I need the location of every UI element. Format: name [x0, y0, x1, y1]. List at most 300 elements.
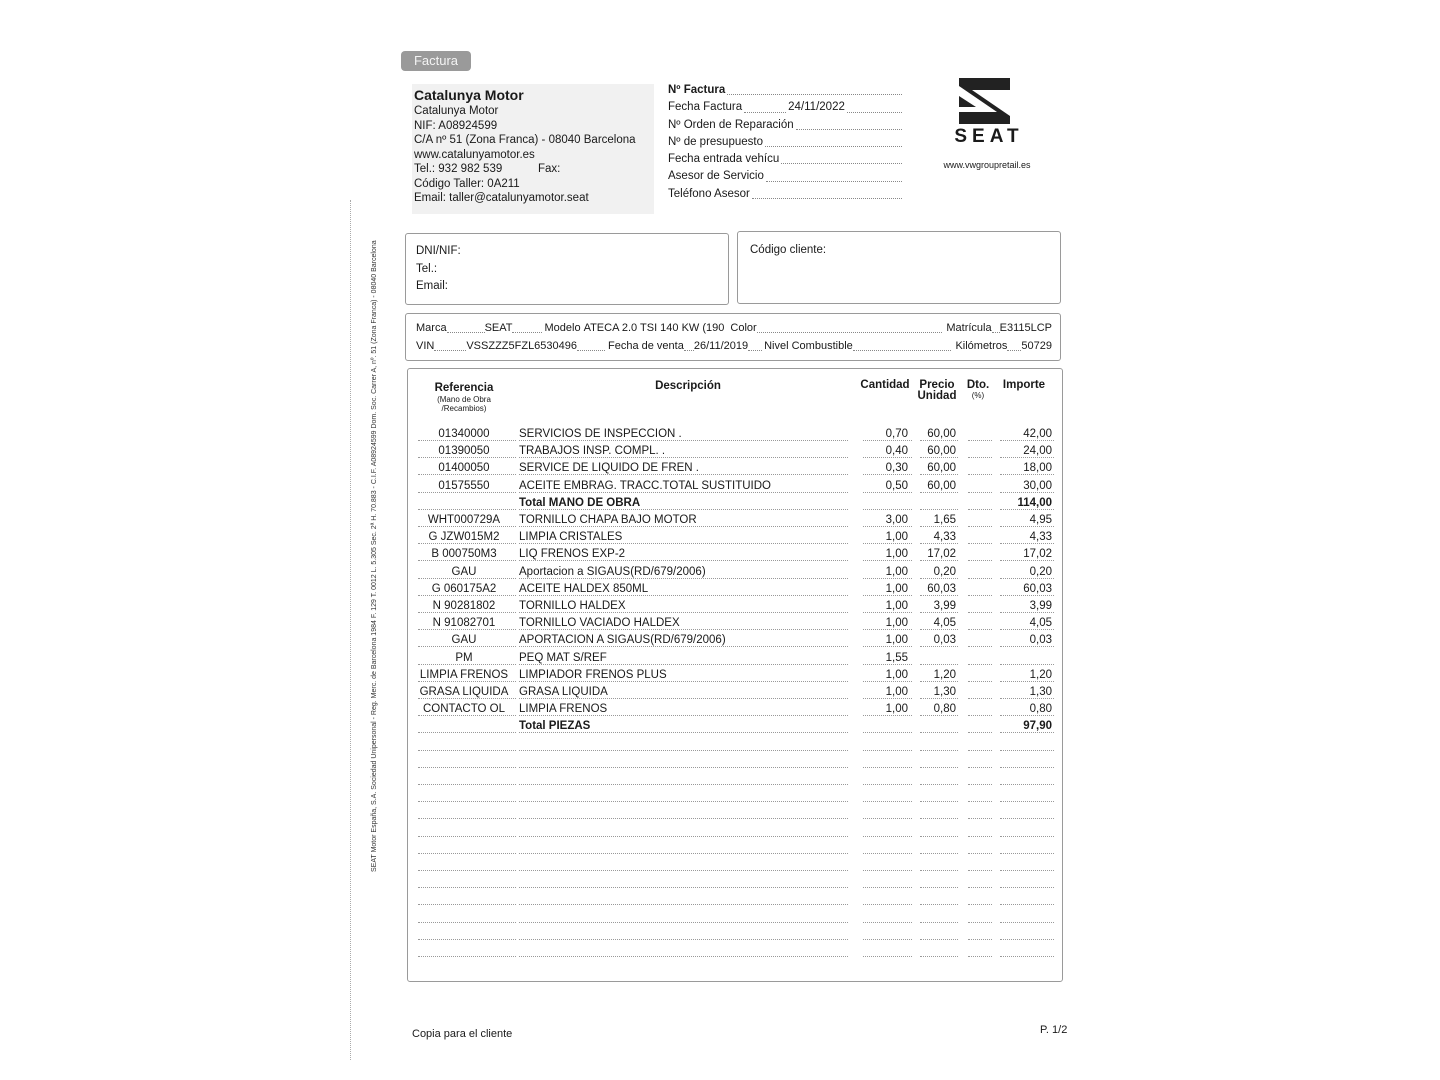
company-website: www.catalunyamotor.es	[414, 148, 535, 161]
rule-line	[968, 732, 992, 733]
cell-quantity: 1,00	[885, 548, 908, 561]
rule-line	[418, 474, 516, 475]
km-label: Kilómetros	[955, 340, 1008, 352]
rule-line	[920, 784, 958, 785]
dni-label: DNI/NIF:	[416, 245, 461, 257]
rule-line	[1000, 836, 1054, 837]
header-reference-label: Referencia	[434, 382, 494, 394]
rule-line	[418, 836, 516, 837]
rule-line	[920, 543, 958, 544]
company-line: Catalunya Motor	[414, 105, 499, 117]
cell-description: TORNILLO HALDEX	[519, 600, 626, 612]
rule-line	[1000, 853, 1054, 854]
cell-reference: GRASA LIQUIDA	[419, 686, 509, 698]
rule-line	[519, 492, 848, 493]
rule-line	[1000, 750, 1054, 751]
cell-description: PEQ MAT S/REF	[519, 651, 607, 664]
company-nif: NIF: A08924599	[414, 119, 498, 132]
vehicle-info-box	[405, 313, 1061, 361]
rule-line	[968, 750, 992, 751]
service-advisor-label: Asesor de Servicio	[668, 170, 764, 183]
rule-line	[519, 767, 848, 768]
cell-description: LIQ FRENOS EXP-2	[519, 548, 626, 561]
header-amount: Importe	[1002, 379, 1046, 391]
cell-amount: 24,00	[1023, 445, 1052, 458]
cell-unit-price: 1,30	[933, 686, 956, 698]
rule-line	[920, 526, 958, 527]
rule-line	[863, 492, 912, 493]
rule-line	[968, 939, 992, 940]
rule-line	[920, 887, 958, 888]
cell-quantity: 1,00	[885, 565, 908, 578]
client-contact-box	[405, 233, 729, 305]
cell-amount: 30,00	[1023, 479, 1052, 492]
cell-quantity: 0,50	[885, 479, 908, 492]
cell-reference: N 90281802	[432, 600, 496, 612]
rule-line	[1000, 801, 1054, 802]
rule-line	[920, 560, 958, 561]
rule-line	[920, 922, 958, 923]
estimate-number-label: Nº de presupuesto	[668, 135, 763, 148]
rule-line	[968, 870, 992, 871]
rule-line	[519, 578, 848, 579]
company-name: Catalunya Motor	[414, 87, 524, 103]
rule-line	[920, 732, 958, 733]
rule-line	[1000, 784, 1054, 785]
cell-description: Aportacion a SIGAUS(RD/679/2006)	[519, 565, 706, 578]
cell-amount: 1,20	[1029, 668, 1052, 681]
cell-reference: 01575550	[438, 479, 490, 492]
document-type-badge: Factura	[401, 51, 471, 71]
rule-line	[418, 870, 516, 871]
rule-line	[863, 818, 912, 819]
client-email-label: Email:	[416, 280, 448, 292]
rule-line	[1000, 904, 1054, 905]
rule-line	[863, 578, 912, 579]
advisor-phone-label: Teléfono Asesor	[668, 187, 750, 200]
rule-line	[1000, 887, 1054, 888]
cell-reference: N 91082701	[432, 617, 496, 630]
header-discount-label: Dto.	[966, 379, 990, 391]
rule-line	[920, 715, 958, 716]
rule-line	[920, 664, 958, 665]
brand-value: SEAT	[484, 322, 513, 334]
cell-description: SERVICIOS DE INSPECCION .	[519, 428, 682, 440]
rule-line	[863, 543, 912, 544]
rule-line	[968, 715, 992, 716]
company-phone-row	[414, 162, 652, 177]
seat-logo	[946, 76, 1032, 159]
rule-line	[968, 681, 992, 682]
rule-line	[519, 956, 848, 957]
rule-line	[863, 664, 912, 665]
rule-line	[968, 698, 992, 699]
rule-line	[1000, 543, 1054, 544]
rule-line	[863, 904, 912, 905]
rule-line	[418, 939, 516, 940]
cell-amount: 1,30	[1029, 686, 1052, 698]
rule-line	[920, 698, 958, 699]
cell-quantity: 1,00	[885, 531, 908, 544]
rule-line	[418, 629, 516, 630]
rule-line	[863, 595, 912, 596]
rule-line	[418, 715, 516, 716]
client-tel-label: Tel.:	[416, 262, 438, 275]
cell-reference: G 060175A2	[431, 582, 497, 595]
rule-line	[1000, 664, 1054, 665]
rule-line	[418, 560, 516, 561]
client-code-label: Código cliente:	[750, 244, 827, 256]
rule-line	[863, 767, 912, 768]
rule-line	[968, 440, 992, 441]
rule-line	[1000, 612, 1054, 613]
rule-line	[1000, 715, 1054, 716]
rule-line	[920, 629, 958, 630]
cell-quantity: 0,30	[885, 462, 908, 475]
rule-line	[968, 595, 992, 596]
cell-description: LIMPIA FRENOS	[519, 703, 608, 716]
rule-line	[920, 767, 958, 768]
client-copy-note: Copia para el cliente	[412, 1028, 513, 1040]
cell-amount: 4,33	[1029, 531, 1052, 544]
rule-line	[920, 681, 958, 682]
rule-line	[519, 784, 848, 785]
rule-line	[968, 956, 992, 957]
header-unit-price: Precio Unidad	[917, 379, 957, 402]
cell-amount: 18,00	[1023, 462, 1052, 475]
rule-line	[968, 492, 992, 493]
sale-date-value: 26/11/2019	[693, 340, 749, 352]
cell-unit-price: 4,05	[933, 617, 956, 630]
rule-line	[1000, 922, 1054, 923]
cell-description: ACEITE EMBRAG. TRACC.TOTAL SUSTITUIDO	[519, 479, 771, 492]
header-reference-sub: (Mano de Obra /Recambios)	[437, 395, 491, 413]
model-value: ATECA 2.0 TSI 140 KW (190	[583, 322, 725, 334]
rule-line	[519, 440, 848, 441]
rule-line	[519, 698, 848, 699]
rule-line	[1000, 578, 1054, 579]
rule-line	[1000, 939, 1054, 940]
cell-quantity: 1,00	[885, 582, 908, 595]
rule-line	[418, 612, 516, 613]
rule-line	[968, 922, 992, 923]
vin-value: VSSZZZ5FZL6530496	[466, 340, 578, 352]
rule-line	[418, 578, 516, 579]
rule-line	[863, 681, 912, 682]
rule-line	[519, 595, 848, 596]
rule-line	[1000, 698, 1054, 699]
cell-description: APORTACION A SIGAUS(RD/679/2006)	[519, 634, 726, 647]
rule-line	[920, 509, 958, 510]
rule-line	[920, 750, 958, 751]
rule-line	[1000, 818, 1054, 819]
rule-line	[519, 732, 848, 733]
company-address: C/A nº 51 (Zona Franca) - 08040 Barcelona	[414, 134, 636, 146]
rule-line	[519, 560, 848, 561]
rule-line	[519, 474, 848, 475]
rule-line	[1000, 870, 1054, 871]
rule-line	[418, 543, 516, 544]
cell-reference: LIMPIA FRENOS	[419, 668, 509, 681]
cell-quantity: 1,00	[885, 600, 908, 612]
cell-quantity: 1,00	[885, 686, 908, 698]
rule-line	[920, 870, 958, 871]
cell-quantity: 1,00	[885, 668, 908, 681]
rule-line	[968, 578, 992, 579]
rule-line	[863, 560, 912, 561]
cell-description: Total PIEZAS	[519, 720, 591, 733]
rule-line	[1000, 440, 1054, 441]
cell-description: TRABAJOS INSP. COMPL. .	[519, 445, 666, 458]
rule-line	[863, 440, 912, 441]
rule-line	[920, 904, 958, 905]
legal-side-text: SEAT Motor España, S.A. Sociedad Unipersonal - Reg. Merc. de Barcelona 1984 F. 129 T. 0012 L. 5.305 Sec. 2ª H. 70.883 - C.I.F. A08924599 Dom. Soc. Carrer A, nº. 51 (Zona Franca) - 08040 Barcelona	[371, 240, 378, 872]
brand-url: www.vwgroupretail.es	[943, 160, 1031, 170]
cell-description: Total MANO DE OBRA	[519, 496, 641, 509]
cell-unit-price: 17,02	[927, 548, 956, 561]
cell-reference: WHT000729A	[427, 514, 501, 526]
rule-line	[968, 784, 992, 785]
cell-unit-price: 60,00	[927, 479, 956, 492]
rule-line	[418, 818, 516, 819]
rule-line	[968, 509, 992, 510]
rule-line	[519, 457, 848, 458]
header-discount	[964, 380, 992, 400]
cell-reference: 01390050	[438, 445, 490, 458]
cell-unit-price: 0,80	[933, 703, 956, 716]
rule-line	[519, 526, 848, 527]
cell-amount: 4,05	[1029, 617, 1052, 630]
client-code-box	[737, 231, 1061, 304]
rule-line	[968, 526, 992, 527]
rule-line	[920, 853, 958, 854]
rule-line	[519, 887, 848, 888]
rule-line	[1000, 509, 1054, 510]
cell-unit-price: 1,20	[933, 668, 956, 681]
rule-line	[968, 887, 992, 888]
cell-reference: GAU	[451, 565, 477, 578]
cell-amount: 4,95	[1029, 514, 1052, 526]
cell-unit-price: 1,65	[933, 514, 956, 526]
cell-amount: 114,00	[1017, 496, 1052, 509]
rule-line	[968, 612, 992, 613]
rule-line	[920, 457, 958, 458]
vehicle-entry-date-label: Fecha entrada vehícu	[668, 153, 780, 166]
cell-description: GRASA LIQUIDA	[519, 686, 608, 698]
cell-quantity: 1,00	[885, 617, 908, 630]
vin-label: VIN	[416, 340, 435, 352]
rule-line	[968, 629, 992, 630]
plate-value: E3115LCP	[999, 322, 1052, 334]
rule-line	[519, 750, 848, 751]
rule-line	[519, 715, 848, 716]
rule-line	[920, 836, 958, 837]
company-block	[412, 84, 654, 214]
rule-line	[418, 440, 516, 441]
rule-line	[863, 870, 912, 871]
cell-unit-price: 60,00	[927, 428, 956, 440]
rule-line	[1000, 629, 1054, 630]
scan-edge-line	[350, 200, 352, 1060]
rule-line	[418, 526, 516, 527]
rule-line	[968, 767, 992, 768]
cell-amount: 0,20	[1029, 565, 1052, 578]
rule-line	[863, 629, 912, 630]
rule-line	[418, 509, 516, 510]
rule-line	[920, 939, 958, 940]
rule-line	[920, 440, 958, 441]
rule-line	[968, 818, 992, 819]
cell-reference: 01340000	[438, 428, 490, 440]
cell-quantity: 0,70	[885, 428, 908, 440]
rule-line	[1000, 767, 1054, 768]
cell-reference: GAU	[451, 634, 477, 647]
rule-line	[1000, 457, 1054, 458]
rule-line	[863, 698, 912, 699]
rule-line	[1000, 595, 1054, 596]
fuel-level-label: Nivel Combustible	[764, 340, 853, 352]
rule-line	[863, 887, 912, 888]
cell-description: TORNILLO CHAPA BAJO MOTOR	[519, 514, 697, 526]
invoice-lines-table	[407, 368, 1063, 982]
cell-description: LIMPIA CRISTALES	[519, 531, 623, 544]
brand-label: Marca	[416, 322, 447, 334]
rule-line	[519, 509, 848, 510]
rule-line	[418, 767, 516, 768]
cell-amount: 42,00	[1023, 428, 1052, 440]
rule-line	[519, 646, 848, 647]
cell-quantity: 1,00	[885, 634, 908, 647]
rule-line	[920, 595, 958, 596]
cell-amount: 0,03	[1029, 634, 1052, 647]
rule-line	[968, 664, 992, 665]
invoice-info	[668, 82, 904, 206]
invoice-date-value: 24/11/2022	[788, 101, 845, 114]
rule-line	[519, 904, 848, 905]
cell-unit-price: 60,00	[927, 445, 956, 458]
rule-line	[920, 492, 958, 493]
rule-line	[418, 784, 516, 785]
rule-line	[863, 853, 912, 854]
rule-line	[863, 939, 912, 940]
cell-quantity: 1,00	[885, 703, 908, 716]
cell-amount: 97,90	[1023, 720, 1052, 733]
rule-line	[1000, 526, 1054, 527]
rule-line	[968, 543, 992, 544]
rule-line	[968, 836, 992, 837]
rule-line	[968, 801, 992, 802]
rule-line	[968, 853, 992, 854]
rule-line	[418, 698, 516, 699]
rule-line	[418, 646, 516, 647]
header-description: Descripción	[655, 380, 721, 392]
rule-line	[863, 922, 912, 923]
rule-line	[1000, 492, 1054, 493]
rule-line	[519, 681, 848, 682]
rule-line	[920, 801, 958, 802]
rule-line	[1000, 474, 1054, 475]
rule-line	[519, 543, 848, 544]
rule-line	[1000, 646, 1054, 647]
rule-line	[519, 818, 848, 819]
rule-line	[920, 818, 958, 819]
rule-line	[418, 956, 516, 957]
invoice-date-label: Fecha Factura	[668, 101, 743, 114]
cell-amount: 60,03	[1023, 582, 1052, 595]
rule-line	[418, 904, 516, 905]
cell-description: ACEITE HALDEX 850ML	[519, 582, 649, 595]
rule-line	[418, 750, 516, 751]
rule-line	[519, 853, 848, 854]
company-workshop-code: Código Taller: 0A211	[414, 177, 520, 190]
cell-reference: G JZW015M2	[428, 531, 500, 544]
rule-line	[418, 664, 516, 665]
cell-reference: B 000750M3	[431, 548, 497, 561]
cell-unit-price: 0,20	[933, 565, 956, 578]
plate-label: Matrícula	[946, 322, 992, 334]
rule-line	[1000, 956, 1054, 957]
rule-line	[418, 595, 516, 596]
cell-quantity: 1,55	[885, 651, 908, 664]
invoice-number-label: Nº Factura	[668, 84, 726, 96]
rule-line	[863, 474, 912, 475]
rule-line	[418, 732, 516, 733]
rule-line	[863, 526, 912, 527]
rule-line	[418, 887, 516, 888]
cell-reference: CONTACTO OL	[423, 703, 505, 716]
rule-line	[863, 750, 912, 751]
header-discount-sub: (%)	[971, 391, 985, 400]
cell-amount: 17,02	[1023, 548, 1052, 561]
rule-line	[863, 732, 912, 733]
rule-line	[920, 956, 958, 957]
cell-unit-price: 60,03	[927, 582, 956, 595]
rule-line	[863, 646, 912, 647]
cell-unit-price: 0,03	[933, 634, 956, 647]
cell-description: LIMPIADOR FRENOS PLUS	[519, 668, 667, 681]
cell-description: SERVICE DE LIQUIDO DE FREN .	[519, 462, 699, 475]
rule-line	[418, 922, 516, 923]
rule-line	[920, 612, 958, 613]
rule-line	[519, 612, 848, 613]
rule-line	[1000, 560, 1054, 561]
rule-line	[519, 801, 848, 802]
rule-line	[863, 956, 912, 957]
rule-line	[418, 801, 516, 802]
rule-line	[920, 646, 958, 647]
header-reference	[414, 383, 514, 413]
rule-line	[863, 784, 912, 785]
repair-order-label: Nº Orden de Reparación	[668, 118, 794, 131]
rule-line	[418, 457, 516, 458]
cell-amount: 0,80	[1029, 703, 1052, 716]
cell-reference: 01400050	[438, 462, 490, 475]
rule-line	[920, 578, 958, 579]
cell-quantity: 3,00	[885, 514, 908, 526]
rule-line	[863, 801, 912, 802]
km-value: 50729	[1021, 340, 1052, 352]
rule-line	[1000, 681, 1054, 682]
rule-line	[519, 629, 848, 630]
rule-line	[968, 474, 992, 475]
cell-unit-price: 60,00	[927, 462, 956, 475]
cell-unit-price: 3,99	[933, 600, 956, 612]
cell-unit-price: 4,33	[933, 531, 956, 544]
rule-line	[968, 904, 992, 905]
rule-line	[863, 457, 912, 458]
rule-line	[418, 681, 516, 682]
rule-line	[418, 853, 516, 854]
